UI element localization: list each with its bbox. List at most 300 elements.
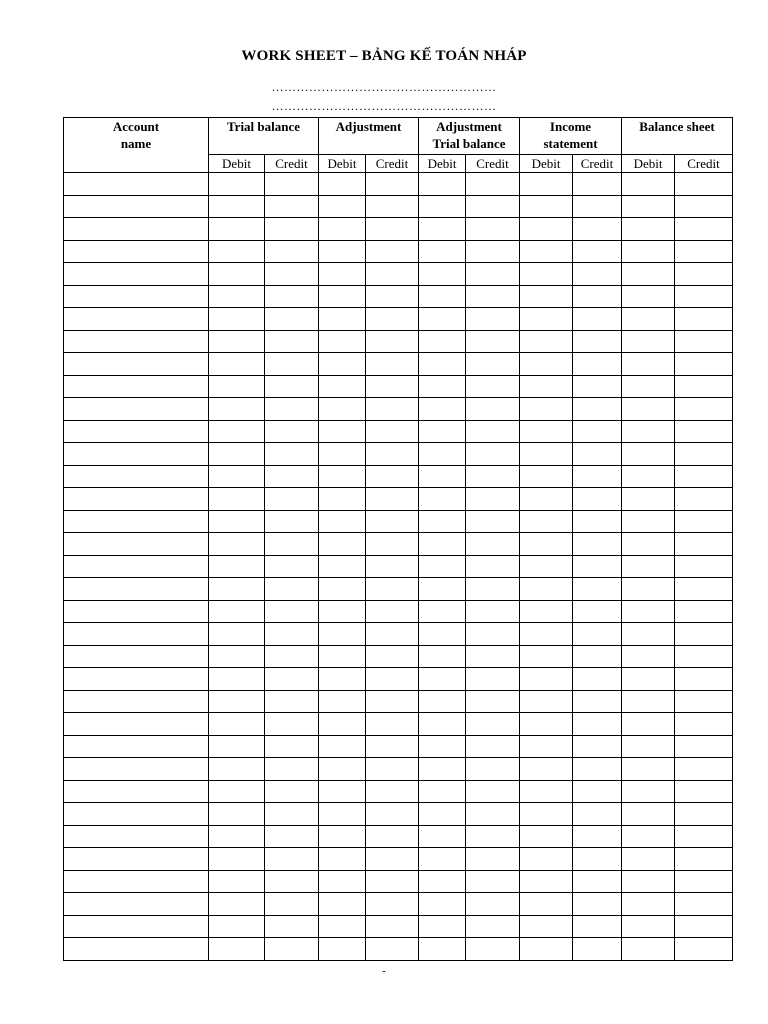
balance-sheet-credit-cell[interactable] <box>675 825 733 848</box>
adjustment-debit-cell[interactable] <box>319 420 366 443</box>
balance-sheet-credit-cell[interactable] <box>675 195 733 218</box>
balance-sheet-debit-cell[interactable] <box>622 533 675 556</box>
adjustment-credit-cell[interactable] <box>366 690 419 713</box>
adjustment-debit-cell[interactable] <box>319 308 366 331</box>
trial-balance-credit-cell[interactable] <box>265 758 319 781</box>
income-statement-credit-cell[interactable] <box>573 803 622 826</box>
balance-sheet-debit-cell[interactable] <box>622 488 675 511</box>
income-statement-debit-cell[interactable] <box>520 825 573 848</box>
adjusted-trial-balance-debit-cell[interactable] <box>419 578 466 601</box>
trial-balance-debit-cell[interactable] <box>209 465 265 488</box>
trial-balance-credit-cell[interactable] <box>265 690 319 713</box>
balance-sheet-credit-cell[interactable] <box>675 285 733 308</box>
account-name-cell[interactable] <box>64 893 209 916</box>
adjusted-trial-balance-debit-cell[interactable] <box>419 195 466 218</box>
income-statement-credit-cell[interactable] <box>573 870 622 893</box>
trial-balance-credit-cell[interactable] <box>265 285 319 308</box>
income-statement-debit-cell[interactable] <box>520 803 573 826</box>
income-statement-debit-cell[interactable] <box>520 600 573 623</box>
trial-balance-credit-cell[interactable] <box>265 263 319 286</box>
trial-balance-credit-cell[interactable] <box>265 533 319 556</box>
balance-sheet-debit-cell[interactable] <box>622 330 675 353</box>
adjustment-credit-cell[interactable] <box>366 533 419 556</box>
adjusted-trial-balance-credit-cell[interactable] <box>466 623 520 646</box>
income-statement-credit-cell[interactable] <box>573 735 622 758</box>
adjustment-credit-cell[interactable] <box>366 218 419 241</box>
adjusted-trial-balance-debit-cell[interactable] <box>419 173 466 196</box>
balance-sheet-debit-cell[interactable] <box>622 938 675 961</box>
trial-balance-debit-cell[interactable] <box>209 645 265 668</box>
trial-balance-credit-cell[interactable] <box>265 893 319 916</box>
adjustment-credit-cell[interactable] <box>366 825 419 848</box>
trial-balance-credit-cell[interactable] <box>265 645 319 668</box>
adjusted-trial-balance-debit-cell[interactable] <box>419 600 466 623</box>
trial-balance-credit-cell[interactable] <box>265 353 319 376</box>
adjusted-trial-balance-credit-cell[interactable] <box>466 938 520 961</box>
balance-sheet-credit-cell[interactable] <box>675 668 733 691</box>
income-statement-credit-cell[interactable] <box>573 758 622 781</box>
balance-sheet-debit-cell[interactable] <box>622 690 675 713</box>
balance-sheet-credit-cell[interactable] <box>675 938 733 961</box>
account-name-cell[interactable] <box>64 915 209 938</box>
adjusted-trial-balance-credit-cell[interactable] <box>466 263 520 286</box>
adjustment-debit-cell[interactable] <box>319 780 366 803</box>
trial-balance-debit-cell[interactable] <box>209 240 265 263</box>
adjustment-credit-cell[interactable] <box>366 510 419 533</box>
income-statement-debit-cell[interactable] <box>520 915 573 938</box>
balance-sheet-debit-cell[interactable] <box>622 758 675 781</box>
income-statement-debit-cell[interactable] <box>520 713 573 736</box>
income-statement-debit-cell[interactable] <box>520 645 573 668</box>
balance-sheet-debit-cell[interactable] <box>622 510 675 533</box>
adjustment-debit-cell[interactable] <box>319 263 366 286</box>
adjusted-trial-balance-credit-cell[interactable] <box>466 353 520 376</box>
adjusted-trial-balance-debit-cell[interactable] <box>419 825 466 848</box>
income-statement-debit-cell[interactable] <box>520 870 573 893</box>
income-statement-debit-cell[interactable] <box>520 398 573 421</box>
income-statement-credit-cell[interactable] <box>573 375 622 398</box>
adjusted-trial-balance-credit-cell[interactable] <box>466 555 520 578</box>
adjustment-credit-cell[interactable] <box>366 713 419 736</box>
adjusted-trial-balance-debit-cell[interactable] <box>419 555 466 578</box>
adjusted-trial-balance-debit-cell[interactable] <box>419 848 466 871</box>
trial-balance-debit-cell[interactable] <box>209 330 265 353</box>
account-name-cell[interactable] <box>64 443 209 466</box>
adjustment-credit-cell[interactable] <box>366 870 419 893</box>
balance-sheet-debit-cell[interactable] <box>622 375 675 398</box>
adjustment-debit-cell[interactable] <box>319 240 366 263</box>
adjusted-trial-balance-debit-cell[interactable] <box>419 623 466 646</box>
trial-balance-debit-cell[interactable] <box>209 308 265 331</box>
adjustment-credit-cell[interactable] <box>366 600 419 623</box>
adjusted-trial-balance-credit-cell[interactable] <box>466 533 520 556</box>
trial-balance-credit-cell[interactable] <box>265 938 319 961</box>
trial-balance-credit-cell[interactable] <box>265 623 319 646</box>
adjusted-trial-balance-credit-cell[interactable] <box>466 218 520 241</box>
adjusted-trial-balance-credit-cell[interactable] <box>466 443 520 466</box>
adjusted-trial-balance-debit-cell[interactable] <box>419 758 466 781</box>
account-name-cell[interactable] <box>64 510 209 533</box>
dotted-fill-line[interactable]: ……………………………………………… <box>271 80 497 94</box>
trial-balance-credit-cell[interactable] <box>265 510 319 533</box>
adjusted-trial-balance-credit-cell[interactable] <box>466 915 520 938</box>
adjustment-credit-cell[interactable] <box>366 893 419 916</box>
adjustment-debit-cell[interactable] <box>319 825 366 848</box>
adjustment-debit-cell[interactable] <box>319 173 366 196</box>
adjustment-credit-cell[interactable] <box>366 735 419 758</box>
balance-sheet-credit-cell[interactable] <box>675 420 733 443</box>
adjusted-trial-balance-credit-cell[interactable] <box>466 645 520 668</box>
balance-sheet-credit-cell[interactable] <box>675 578 733 601</box>
income-statement-credit-cell[interactable] <box>573 668 622 691</box>
trial-balance-credit-cell[interactable] <box>265 398 319 421</box>
balance-sheet-debit-cell[interactable] <box>622 780 675 803</box>
account-name-cell[interactable] <box>64 555 209 578</box>
income-statement-credit-cell[interactable] <box>573 623 622 646</box>
adjusted-trial-balance-debit-cell[interactable] <box>419 330 466 353</box>
income-statement-credit-cell[interactable] <box>573 938 622 961</box>
income-statement-debit-cell[interactable] <box>520 330 573 353</box>
income-statement-debit-cell[interactable] <box>520 533 573 556</box>
trial-balance-credit-cell[interactable] <box>265 308 319 331</box>
income-statement-debit-cell[interactable] <box>520 240 573 263</box>
trial-balance-credit-cell[interactable] <box>265 848 319 871</box>
account-name-cell[interactable] <box>64 623 209 646</box>
balance-sheet-credit-cell[interactable] <box>675 600 733 623</box>
adjusted-trial-balance-credit-cell[interactable] <box>466 713 520 736</box>
income-statement-debit-cell[interactable] <box>520 938 573 961</box>
balance-sheet-debit-cell[interactable] <box>622 465 675 488</box>
trial-balance-credit-cell[interactable] <box>265 240 319 263</box>
adjusted-trial-balance-debit-cell[interactable] <box>419 690 466 713</box>
adjusted-trial-balance-credit-cell[interactable] <box>466 848 520 871</box>
trial-balance-debit-cell[interactable] <box>209 218 265 241</box>
income-statement-credit-cell[interactable] <box>573 578 622 601</box>
income-statement-credit-cell[interactable] <box>573 173 622 196</box>
trial-balance-debit-cell[interactable] <box>209 578 265 601</box>
adjusted-trial-balance-credit-cell[interactable] <box>466 488 520 511</box>
adjusted-trial-balance-debit-cell[interactable] <box>419 735 466 758</box>
adjusted-trial-balance-credit-cell[interactable] <box>466 465 520 488</box>
account-name-cell[interactable] <box>64 758 209 781</box>
balance-sheet-credit-cell[interactable] <box>675 645 733 668</box>
income-statement-credit-cell[interactable] <box>573 465 622 488</box>
balance-sheet-debit-cell[interactable] <box>622 870 675 893</box>
account-name-cell[interactable] <box>64 848 209 871</box>
adjusted-trial-balance-debit-cell[interactable] <box>419 870 466 893</box>
trial-balance-credit-cell[interactable] <box>265 195 319 218</box>
income-statement-credit-cell[interactable] <box>573 285 622 308</box>
account-name-cell[interactable] <box>64 690 209 713</box>
income-statement-debit-cell[interactable] <box>520 578 573 601</box>
trial-balance-debit-cell[interactable] <box>209 555 265 578</box>
adjustment-credit-cell[interactable] <box>366 758 419 781</box>
adjusted-trial-balance-credit-cell[interactable] <box>466 398 520 421</box>
income-statement-debit-cell[interactable] <box>520 263 573 286</box>
income-statement-debit-cell[interactable] <box>520 758 573 781</box>
adjustment-credit-cell[interactable] <box>366 240 419 263</box>
adjustment-credit-cell[interactable] <box>366 398 419 421</box>
balance-sheet-credit-cell[interactable] <box>675 173 733 196</box>
income-statement-debit-cell[interactable] <box>520 420 573 443</box>
trial-balance-debit-cell[interactable] <box>209 938 265 961</box>
adjustment-debit-cell[interactable] <box>319 533 366 556</box>
adjustment-credit-cell[interactable] <box>366 443 419 466</box>
adjustment-debit-cell[interactable] <box>319 915 366 938</box>
balance-sheet-credit-cell[interactable] <box>675 870 733 893</box>
income-statement-credit-cell[interactable] <box>573 420 622 443</box>
account-name-cell[interactable] <box>64 938 209 961</box>
adjusted-trial-balance-credit-cell[interactable] <box>466 420 520 443</box>
balance-sheet-credit-cell[interactable] <box>675 555 733 578</box>
adjusted-trial-balance-credit-cell[interactable] <box>466 510 520 533</box>
trial-balance-credit-cell[interactable] <box>265 443 319 466</box>
balance-sheet-debit-cell[interactable] <box>622 848 675 871</box>
adjusted-trial-balance-debit-cell[interactable] <box>419 533 466 556</box>
income-statement-debit-cell[interactable] <box>520 848 573 871</box>
balance-sheet-credit-cell[interactable] <box>675 848 733 871</box>
balance-sheet-debit-cell[interactable] <box>622 308 675 331</box>
adjusted-trial-balance-credit-cell[interactable] <box>466 600 520 623</box>
income-statement-debit-cell[interactable] <box>520 218 573 241</box>
adjusted-trial-balance-credit-cell[interactable] <box>466 668 520 691</box>
income-statement-credit-cell[interactable] <box>573 308 622 331</box>
balance-sheet-credit-cell[interactable] <box>675 353 733 376</box>
adjustment-credit-cell[interactable] <box>366 285 419 308</box>
trial-balance-debit-cell[interactable] <box>209 443 265 466</box>
income-statement-debit-cell[interactable] <box>520 443 573 466</box>
trial-balance-credit-cell[interactable] <box>265 578 319 601</box>
adjustment-credit-cell[interactable] <box>366 555 419 578</box>
income-statement-debit-cell[interactable] <box>520 780 573 803</box>
adjustment-debit-cell[interactable] <box>319 645 366 668</box>
trial-balance-debit-cell[interactable] <box>209 668 265 691</box>
income-statement-credit-cell[interactable] <box>573 488 622 511</box>
income-statement-credit-cell[interactable] <box>573 353 622 376</box>
balance-sheet-credit-cell[interactable] <box>675 218 733 241</box>
balance-sheet-debit-cell[interactable] <box>622 803 675 826</box>
income-statement-debit-cell[interactable] <box>520 375 573 398</box>
income-statement-debit-cell[interactable] <box>520 510 573 533</box>
income-statement-debit-cell[interactable] <box>520 465 573 488</box>
income-statement-credit-cell[interactable] <box>573 893 622 916</box>
account-name-cell[interactable] <box>64 240 209 263</box>
income-statement-credit-cell[interactable] <box>573 915 622 938</box>
adjusted-trial-balance-debit-cell[interactable] <box>419 398 466 421</box>
adjusted-trial-balance-debit-cell[interactable] <box>419 645 466 668</box>
balance-sheet-credit-cell[interactable] <box>675 780 733 803</box>
adjusted-trial-balance-debit-cell[interactable] <box>419 893 466 916</box>
balance-sheet-credit-cell[interactable] <box>675 465 733 488</box>
adjustment-debit-cell[interactable] <box>319 285 366 308</box>
adjustment-debit-cell[interactable] <box>319 758 366 781</box>
adjustment-debit-cell[interactable] <box>319 330 366 353</box>
adjustment-credit-cell[interactable] <box>366 915 419 938</box>
adjustment-debit-cell[interactable] <box>319 735 366 758</box>
adjusted-trial-balance-credit-cell[interactable] <box>466 825 520 848</box>
adjustment-credit-cell[interactable] <box>366 263 419 286</box>
adjusted-trial-balance-debit-cell[interactable] <box>419 713 466 736</box>
adjusted-trial-balance-debit-cell[interactable] <box>419 218 466 241</box>
trial-balance-debit-cell[interactable] <box>209 195 265 218</box>
account-name-cell[interactable] <box>64 488 209 511</box>
trial-balance-credit-cell[interactable] <box>265 218 319 241</box>
account-name-cell[interactable] <box>64 578 209 601</box>
income-statement-credit-cell[interactable] <box>573 645 622 668</box>
trial-balance-debit-cell[interactable] <box>209 420 265 443</box>
trial-balance-credit-cell[interactable] <box>265 735 319 758</box>
adjustment-debit-cell[interactable] <box>319 465 366 488</box>
balance-sheet-debit-cell[interactable] <box>622 195 675 218</box>
balance-sheet-debit-cell[interactable] <box>622 285 675 308</box>
adjustment-debit-cell[interactable] <box>319 398 366 421</box>
trial-balance-credit-cell[interactable] <box>265 555 319 578</box>
account-name-cell[interactable] <box>64 353 209 376</box>
dotted-fill-line[interactable]: ……………………………………………… <box>271 99 497 113</box>
adjustment-debit-cell[interactable] <box>319 218 366 241</box>
account-name-cell[interactable] <box>64 668 209 691</box>
income-statement-credit-cell[interactable] <box>573 780 622 803</box>
balance-sheet-debit-cell[interactable] <box>622 735 675 758</box>
balance-sheet-debit-cell[interactable] <box>622 263 675 286</box>
adjusted-trial-balance-credit-cell[interactable] <box>466 780 520 803</box>
account-name-cell[interactable] <box>64 735 209 758</box>
adjusted-trial-balance-debit-cell[interactable] <box>419 285 466 308</box>
balance-sheet-credit-cell[interactable] <box>675 398 733 421</box>
income-statement-credit-cell[interactable] <box>573 195 622 218</box>
balance-sheet-credit-cell[interactable] <box>675 623 733 646</box>
adjustment-debit-cell[interactable] <box>319 938 366 961</box>
adjusted-trial-balance-debit-cell[interactable] <box>419 488 466 511</box>
income-statement-debit-cell[interactable] <box>520 308 573 331</box>
adjustment-credit-cell[interactable] <box>366 780 419 803</box>
trial-balance-debit-cell[interactable] <box>209 825 265 848</box>
trial-balance-credit-cell[interactable] <box>265 713 319 736</box>
adjusted-trial-balance-credit-cell[interactable] <box>466 240 520 263</box>
trial-balance-debit-cell[interactable] <box>209 623 265 646</box>
balance-sheet-credit-cell[interactable] <box>675 735 733 758</box>
trial-balance-credit-cell[interactable] <box>265 668 319 691</box>
account-name-cell[interactable] <box>64 600 209 623</box>
trial-balance-debit-cell[interactable] <box>209 263 265 286</box>
adjustment-credit-cell[interactable] <box>366 330 419 353</box>
balance-sheet-debit-cell[interactable] <box>622 240 675 263</box>
adjusted-trial-balance-debit-cell[interactable] <box>419 353 466 376</box>
account-name-cell[interactable] <box>64 825 209 848</box>
account-name-cell[interactable] <box>64 285 209 308</box>
adjustment-debit-cell[interactable] <box>319 803 366 826</box>
adjustment-credit-cell[interactable] <box>366 623 419 646</box>
balance-sheet-credit-cell[interactable] <box>675 690 733 713</box>
trial-balance-debit-cell[interactable] <box>209 353 265 376</box>
adjustment-credit-cell[interactable] <box>366 173 419 196</box>
income-statement-debit-cell[interactable] <box>520 555 573 578</box>
income-statement-debit-cell[interactable] <box>520 173 573 196</box>
adjusted-trial-balance-debit-cell[interactable] <box>419 240 466 263</box>
adjustment-credit-cell[interactable] <box>366 848 419 871</box>
trial-balance-debit-cell[interactable] <box>209 690 265 713</box>
balance-sheet-credit-cell[interactable] <box>675 240 733 263</box>
adjusted-trial-balance-credit-cell[interactable] <box>466 870 520 893</box>
adjusted-trial-balance-credit-cell[interactable] <box>466 735 520 758</box>
income-statement-credit-cell[interactable] <box>573 713 622 736</box>
account-name-cell[interactable] <box>64 780 209 803</box>
balance-sheet-credit-cell[interactable] <box>675 510 733 533</box>
adjustment-debit-cell[interactable] <box>319 375 366 398</box>
adjustment-debit-cell[interactable] <box>319 353 366 376</box>
adjustment-debit-cell[interactable] <box>319 555 366 578</box>
income-statement-debit-cell[interactable] <box>520 195 573 218</box>
trial-balance-debit-cell[interactable] <box>209 870 265 893</box>
adjusted-trial-balance-debit-cell[interactable] <box>419 308 466 331</box>
adjusted-trial-balance-debit-cell[interactable] <box>419 263 466 286</box>
balance-sheet-credit-cell[interactable] <box>675 488 733 511</box>
adjustment-credit-cell[interactable] <box>366 353 419 376</box>
trial-balance-credit-cell[interactable] <box>265 915 319 938</box>
balance-sheet-debit-cell[interactable] <box>622 668 675 691</box>
balance-sheet-debit-cell[interactable] <box>622 173 675 196</box>
trial-balance-debit-cell[interactable] <box>209 173 265 196</box>
balance-sheet-credit-cell[interactable] <box>675 330 733 353</box>
adjusted-trial-balance-credit-cell[interactable] <box>466 758 520 781</box>
account-name-cell[interactable] <box>64 803 209 826</box>
adjustment-debit-cell[interactable] <box>319 870 366 893</box>
adjustment-credit-cell[interactable] <box>366 420 419 443</box>
income-statement-credit-cell[interactable] <box>573 533 622 556</box>
account-name-cell[interactable] <box>64 398 209 421</box>
trial-balance-debit-cell[interactable] <box>209 735 265 758</box>
adjustment-credit-cell[interactable] <box>366 578 419 601</box>
account-name-cell[interactable] <box>64 713 209 736</box>
income-statement-debit-cell[interactable] <box>520 735 573 758</box>
income-statement-credit-cell[interactable] <box>573 510 622 533</box>
trial-balance-debit-cell[interactable] <box>209 758 265 781</box>
trial-balance-debit-cell[interactable] <box>209 915 265 938</box>
income-statement-credit-cell[interactable] <box>573 263 622 286</box>
income-statement-debit-cell[interactable] <box>520 285 573 308</box>
trial-balance-debit-cell[interactable] <box>209 780 265 803</box>
adjusted-trial-balance-debit-cell[interactable] <box>419 443 466 466</box>
balance-sheet-debit-cell[interactable] <box>622 443 675 466</box>
trial-balance-credit-cell[interactable] <box>265 780 319 803</box>
income-statement-credit-cell[interactable] <box>573 443 622 466</box>
income-statement-debit-cell[interactable] <box>520 353 573 376</box>
income-statement-credit-cell[interactable] <box>573 398 622 421</box>
adjustment-credit-cell[interactable] <box>366 465 419 488</box>
trial-balance-credit-cell[interactable] <box>265 465 319 488</box>
adjusted-trial-balance-debit-cell[interactable] <box>419 420 466 443</box>
income-statement-debit-cell[interactable] <box>520 488 573 511</box>
balance-sheet-debit-cell[interactable] <box>622 353 675 376</box>
balance-sheet-debit-cell[interactable] <box>622 645 675 668</box>
balance-sheet-debit-cell[interactable] <box>622 893 675 916</box>
account-name-cell[interactable] <box>64 173 209 196</box>
adjusted-trial-balance-credit-cell[interactable] <box>466 173 520 196</box>
income-statement-credit-cell[interactable] <box>573 600 622 623</box>
adjustment-debit-cell[interactable] <box>319 600 366 623</box>
balance-sheet-credit-cell[interactable] <box>675 713 733 736</box>
account-name-cell[interactable] <box>64 330 209 353</box>
adjustment-debit-cell[interactable] <box>319 690 366 713</box>
balance-sheet-credit-cell[interactable] <box>675 263 733 286</box>
balance-sheet-credit-cell[interactable] <box>675 533 733 556</box>
account-name-cell[interactable] <box>64 533 209 556</box>
balance-sheet-debit-cell[interactable] <box>622 218 675 241</box>
balance-sheet-credit-cell[interactable] <box>675 758 733 781</box>
adjustment-credit-cell[interactable] <box>366 668 419 691</box>
balance-sheet-debit-cell[interactable] <box>622 398 675 421</box>
income-statement-credit-cell[interactable] <box>573 848 622 871</box>
